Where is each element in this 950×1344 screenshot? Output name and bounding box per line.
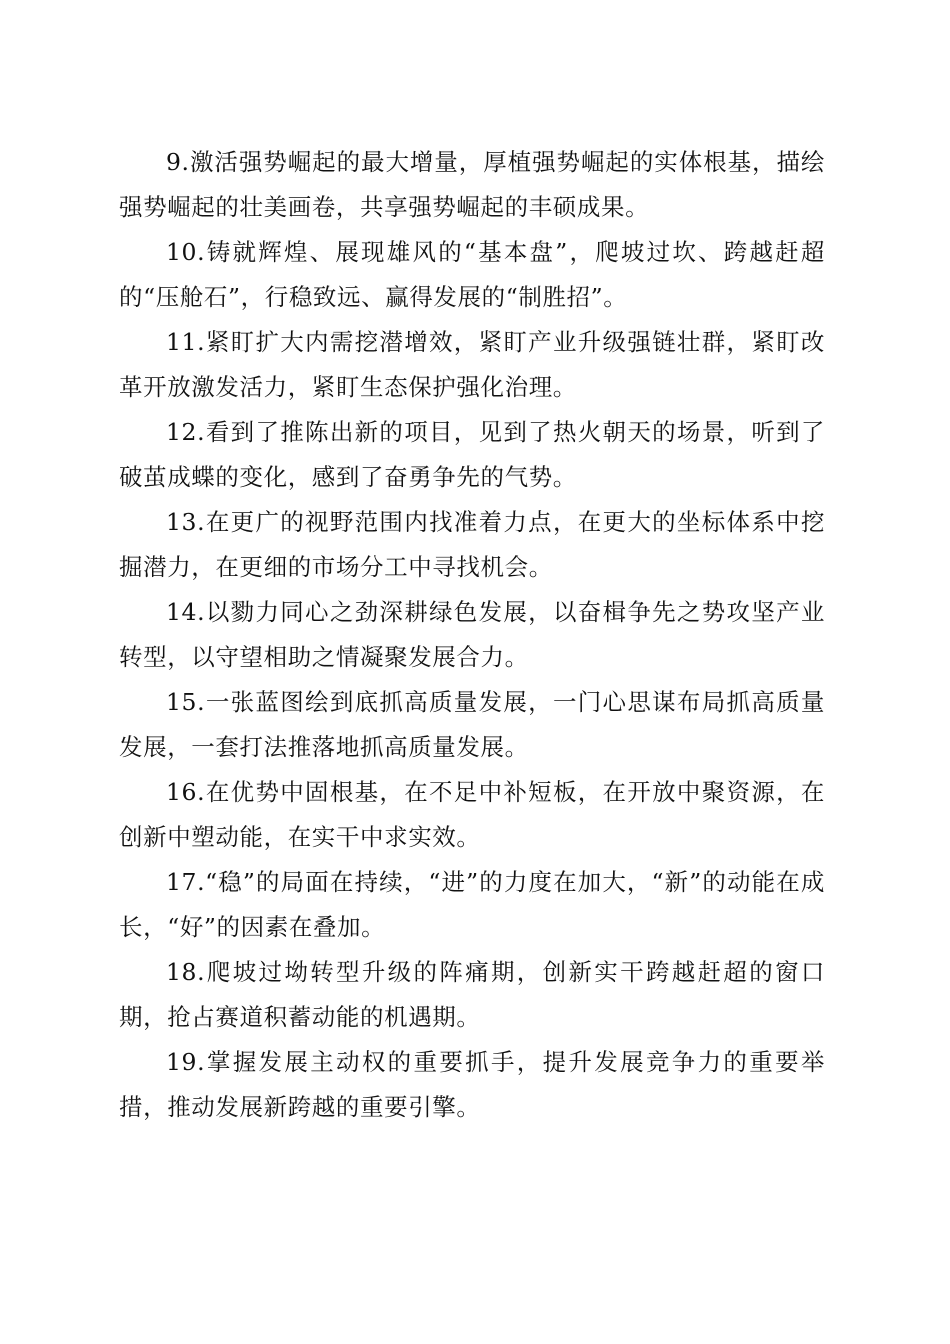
- paragraph-16: 16.在优势中固根基，在不足中补短板，在开放中聚资源，在创新中塑动能，在实干中求实效。: [119, 778, 825, 851]
- paragraph-19: 19.掌握发展主动权的重要抓手，提升发展竞争力的重要举措，推动发展新跨越的重要引擎。: [119, 1048, 825, 1121]
- paragraph-18: 18.爬坡过坳转型升级的阵痛期，创新实干跨越赶超的窗口期，抢占赛道积蓄动能的机遇期。: [119, 958, 825, 1031]
- paragraph-11: 11.紧盯扩大内需挖潜增效，紧盯产业升级强链壮群，紧盯改革开放激发活力，紧盯生态保护强化治理。: [119, 328, 825, 401]
- document-body: [119, 140, 825, 1130]
- paragraph-10: 10.铸就辉煌、展现雄风的“基本盘”，爬坡过坎、跨越赶超的“压舱石”，行稳致远、赢得发展的“制胜招”。: [119, 238, 825, 311]
- paragraph-15: 15.一张蓝图绘到底抓高质量发展，一门心思谋布局抓高质量发展，一套打法推落地抓高质量发展。: [119, 688, 825, 761]
- paragraph-14: 14.以勠力同心之劲深耕绿色发展，以奋楫争先之势攻坚产业转型，以守望相助之情凝聚发展合力。: [119, 598, 825, 671]
- paragraph-17: 17.“稳”的局面在持续，“进”的力度在加大，“新”的动能在成长，“好”的因素在叠加。: [119, 868, 825, 941]
- paragraph-12: 12.看到了推陈出新的项目，见到了热火朝天的场景，听到了破茧成蝶的变化，感到了奋勇争先的气势。: [119, 418, 825, 491]
- paragraph-9: 9.激活强势崛起的最大增量，厚植强势崛起的实体根基，描绘强势崛起的壮美画卷，共享强势崛起的丰硕成果。: [119, 148, 825, 221]
- paragraph-13: 13.在更广的视野范围内找准着力点，在更大的坐标体系中挖掘潜力，在更细的市场分工中寻找机会。: [119, 508, 825, 581]
